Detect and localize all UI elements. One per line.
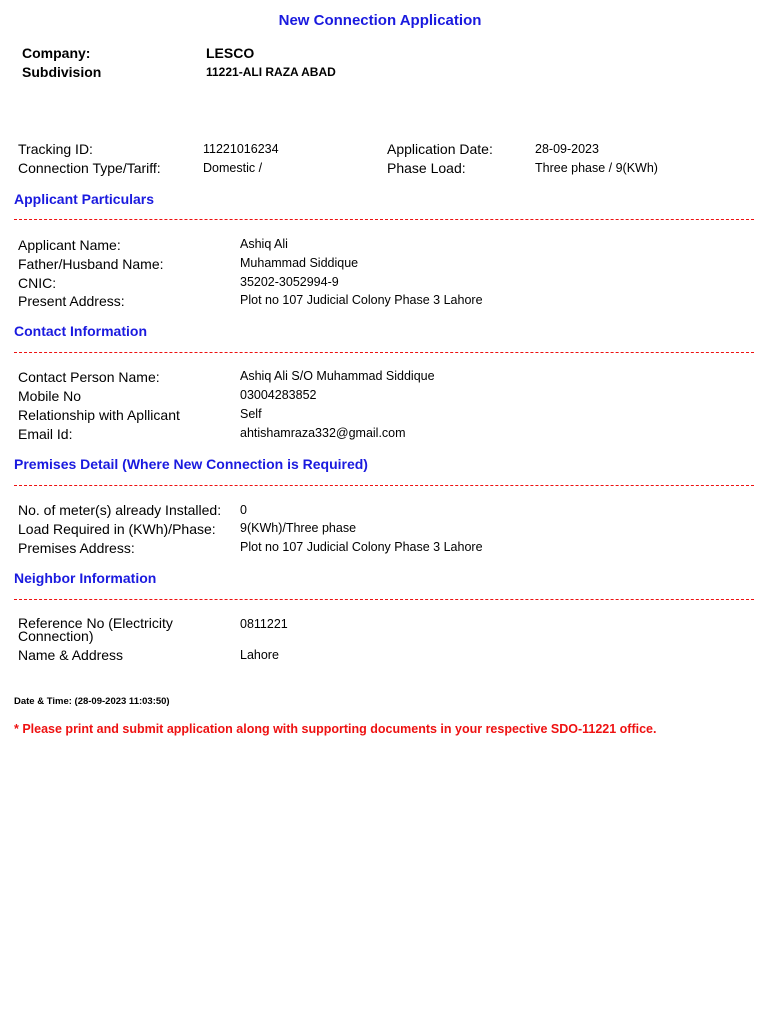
email-value: ahtishamraza332@gmail.com [240, 426, 406, 440]
company-label: Company: [22, 45, 91, 61]
present-address-value: Plot no 107 Judicial Colony Phase 3 Lahore [240, 293, 483, 307]
applicant-name-value: Ashiq Ali [240, 237, 288, 251]
cnic-value: 35202-3052994-9 [240, 275, 339, 289]
premises-address-label: Premises Address: [18, 540, 135, 556]
mobile-no-label: Mobile No [18, 388, 82, 404]
applicant-particulars-heading: Applicant Particulars [14, 191, 155, 207]
neighbor-information-heading: Neighbor Information [14, 570, 157, 586]
company-value: LESCO [206, 45, 255, 61]
contact-information-heading: Contact Information [14, 323, 147, 339]
meters-installed-label: No. of meter(s) already Installed: [18, 502, 222, 518]
section-divider [14, 219, 754, 220]
date-time-stamp: Date & Time: (28-09-2023 11:03:50) [14, 696, 170, 707]
phase-load-value: Three phase / 9(KWh) [535, 161, 658, 175]
section-divider [14, 485, 754, 486]
print-submit-notice: * Please print and submit application along with supporting documents in your respective SDO-11221 office. [14, 722, 657, 736]
tracking-id-label: Tracking ID: [18, 141, 93, 157]
premises-address-value: Plot no 107 Judicial Colony Phase 3 Lahore [240, 540, 483, 554]
connection-type-label: Connection Type/Tariff: [18, 160, 161, 176]
name-address-value: Lahore [240, 648, 279, 662]
present-address-label: Present Address: [18, 293, 125, 309]
father-name-value: Muhammad Siddique [240, 256, 359, 270]
father-name-label: Father/Husband Name: [18, 256, 164, 272]
tracking-id-value: 11221016234 [203, 142, 279, 156]
load-required-value: 9(KWh)/Three phase [240, 521, 357, 535]
subdivision-label: Subdivision [22, 64, 102, 80]
relationship-value: Self [240, 407, 262, 421]
reference-no-label: Reference No (Electricity Connection) [18, 615, 173, 644]
section-divider [14, 352, 754, 353]
load-required-label: Load Required in (KWh)/Phase: [18, 521, 216, 537]
applicant-name-label: Applicant Name: [18, 237, 121, 253]
contact-person-value: Ashiq Ali S/O Muhammad Siddique [240, 369, 435, 383]
reference-no-value: 0811221 [240, 617, 288, 631]
email-label: Email Id: [18, 426, 73, 442]
mobile-no-value: 03004283852 [240, 388, 317, 402]
name-address-label: Name & Address [18, 647, 124, 663]
application-date-value: 28-09-2023 [535, 142, 599, 156]
cnic-label: CNIC: [18, 275, 57, 291]
relationship-label: Relationship with Apllicant [18, 407, 180, 423]
application-date-label: Application Date: [387, 141, 493, 157]
connection-type-value: Domestic / [203, 161, 263, 175]
premises-detail-heading: Premises Detail (Where New Connection is Required) [14, 456, 368, 472]
page-title: New Connection Application [278, 12, 482, 29]
section-divider [14, 599, 754, 600]
phase-load-label: Phase Load: [387, 160, 466, 176]
meters-installed-value: 0 [240, 503, 247, 517]
subdivision-value: 11221-ALI RAZA ABAD [206, 65, 336, 79]
contact-person-label: Contact Person Name: [18, 369, 160, 385]
